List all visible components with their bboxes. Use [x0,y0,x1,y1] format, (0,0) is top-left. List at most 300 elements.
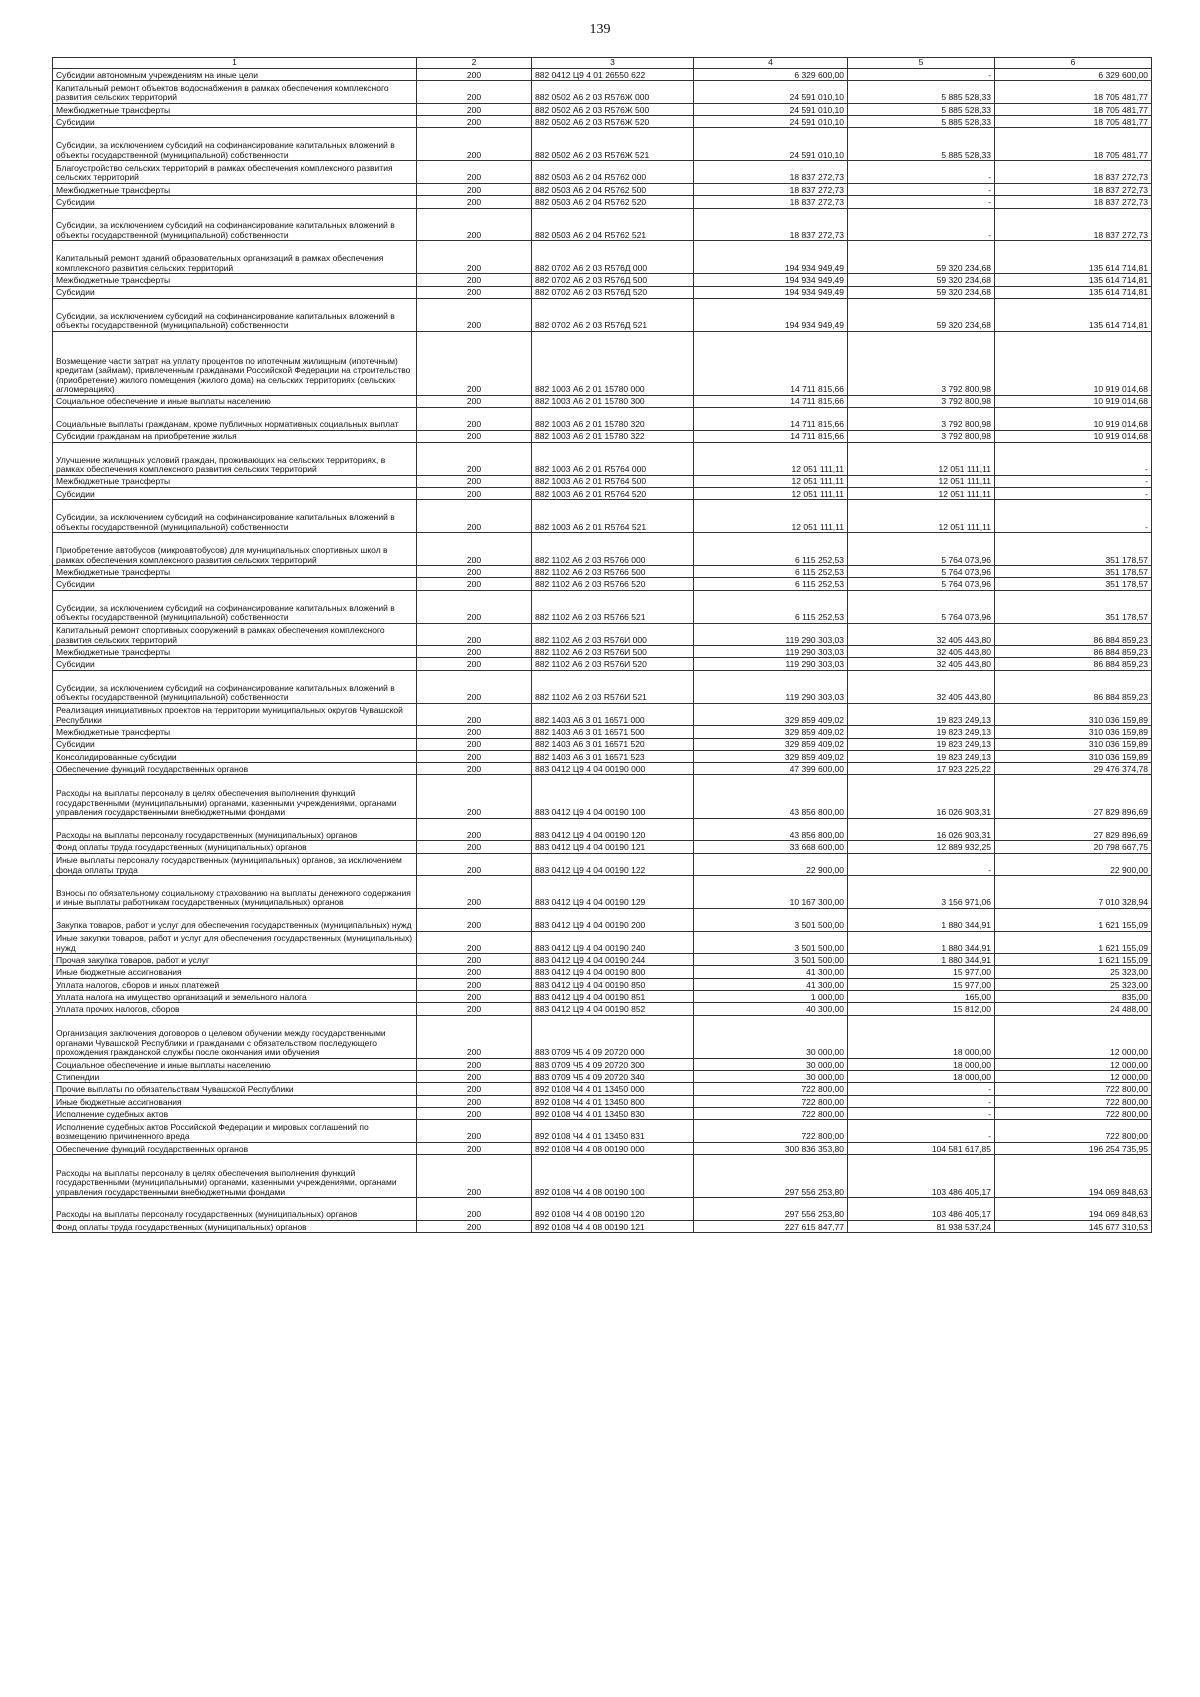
column-number-row [53,58,1152,69]
table-row [53,488,1152,500]
row-col-6: 722 800,00 [995,1083,1152,1095]
row-col-5: 1 880 344,91 [848,908,995,931]
row-code: 883 0412 Ц9 4 04 00190 120 [532,818,694,841]
row-col-5: 5 764 073,96 [848,578,995,590]
row-name: Субсидии, за исключением субсидий на софинансирование капитальных вложений в объекты государственной (муниципальной) собственности [53,298,417,331]
row-col-2: 200 [417,241,532,274]
row-col-2: 200 [417,442,532,475]
row-name: Обеспечение функций государственных органов [53,1142,417,1154]
row-col-5: 104 581 617,85 [848,1142,995,1154]
row-col-5: - [848,161,995,184]
row-col-5: 1 880 344,91 [848,931,995,954]
table-row [53,395,1152,407]
row-col-4: 24 591 010,10 [694,103,848,115]
row-col-4: 194 934 949,49 [694,274,848,286]
row-col-6: 7 010 328,94 [995,876,1152,909]
row-col-5: 103 486 405,17 [848,1155,995,1198]
row-col-5: 15 812,00 [848,1003,995,1015]
row-col-4: 6 115 252,53 [694,590,848,623]
row-code: 882 1403 А6 3 01 16571 520 [532,738,694,750]
table-row [53,1058,1152,1070]
row-code: 883 0412 Ц9 4 04 00190 244 [532,954,694,966]
table-row [53,876,1152,909]
table-row [53,818,1152,841]
row-col-2: 200 [417,103,532,115]
column-header-6: 6 [995,58,1152,69]
table-row [53,331,1152,395]
row-name: Капитальный ремонт объектов водоснабжения в рамках обеспечения комплексного развития сельских территорий [53,81,417,104]
row-col-6: 351 178,57 [995,566,1152,578]
row-col-6: 10 919 014,68 [995,331,1152,395]
row-col-5: 5 885 528,33 [848,103,995,115]
row-code: 883 0412 Ц9 4 04 00190 240 [532,931,694,954]
row-code: 883 0412 Ц9 4 04 00190 121 [532,841,694,853]
row-col-2: 200 [417,407,532,430]
row-col-5: 59 320 234,68 [848,286,995,298]
row-code: 882 1102 А6 2 03 R5766 521 [532,590,694,623]
table-row [53,978,1152,990]
row-col-6: 135 614 714,81 [995,298,1152,331]
row-col-2: 200 [417,81,532,104]
row-code: 882 1102 А6 2 03 R5766 000 [532,533,694,566]
row-col-6: - [995,475,1152,487]
row-col-4: 119 290 303,03 [694,658,848,670]
page-number: 139 [589,22,611,37]
row-col-6: 12 000,00 [995,1015,1152,1058]
row-code: 882 0502 А6 2 03 R576Ж 000 [532,81,694,104]
row-col-5: 1 880 344,91 [848,954,995,966]
row-col-4: 119 290 303,03 [694,670,848,703]
row-col-6: 351 178,57 [995,590,1152,623]
table-row [53,274,1152,286]
row-col-2: 200 [417,703,532,726]
row-name: Субсидии [53,738,417,750]
row-col-6: 24 488,00 [995,1003,1152,1015]
row-name: Межбюджетные трансферты [53,103,417,115]
row-col-5: 32 405 443,80 [848,658,995,670]
row-col-5: 5 885 528,33 [848,128,995,161]
row-col-4: 329 859 409,02 [694,738,848,750]
table-row [53,196,1152,208]
row-col-4: 297 556 253,80 [694,1198,848,1221]
row-col-4: 722 800,00 [694,1108,848,1120]
row-col-5: 32 405 443,80 [848,646,995,658]
row-name: Исполнение судебных актов Российской Федерации и мировых соглашений по возмещению причиненного вреда [53,1120,417,1143]
row-col-4: 10 167 300,00 [694,876,848,909]
row-col-4: 722 800,00 [694,1120,848,1143]
row-col-5: 17 923 225,22 [848,763,995,775]
row-col-4: 297 556 253,80 [694,1155,848,1198]
row-name: Социальные выплаты гражданам, кроме публичных нормативных социальных выплат [53,407,417,430]
row-name: Субсидии [53,196,417,208]
row-col-6: 18 705 481,77 [995,128,1152,161]
row-col-2: 200 [417,116,532,128]
row-col-5: 59 320 234,68 [848,241,995,274]
row-code: 883 0412 Ц9 4 04 00190 200 [532,908,694,931]
table-row [53,1155,1152,1198]
row-name: Межбюджетные трансферты [53,183,417,195]
table-row [53,578,1152,590]
row-col-5: - [848,1095,995,1107]
row-code: 892 0108 Ч4 4 01 13450 800 [532,1095,694,1107]
row-name: Субсидии автономным учреждениям на иные цели [53,69,417,81]
row-col-2: 200 [417,1142,532,1154]
row-code: 882 0503 А6 2 04 R5762 000 [532,161,694,184]
row-code: 883 0412 Ц9 4 04 00190 800 [532,966,694,978]
row-name: Субсидии [53,286,417,298]
table-row [53,775,1152,818]
row-col-6: 196 254 735,95 [995,1142,1152,1154]
row-col-5: 59 320 234,68 [848,274,995,286]
row-col-5: 3 792 800,98 [848,407,995,430]
row-col-4: 43 856 800,00 [694,818,848,841]
row-col-4: 6 329 600,00 [694,69,848,81]
row-col-6: 351 178,57 [995,533,1152,566]
table-row [53,1120,1152,1143]
row-col-2: 200 [417,69,532,81]
row-name: Прочая закупка товаров, работ и услуг [53,954,417,966]
row-col-4: 14 711 815,66 [694,430,848,442]
row-col-4: 41 300,00 [694,978,848,990]
row-col-4: 6 115 252,53 [694,533,848,566]
row-col-4: 14 711 815,66 [694,407,848,430]
table-row [53,991,1152,1003]
row-col-5: - [848,1108,995,1120]
row-col-6: 25 323,00 [995,966,1152,978]
row-name: Субсидии, за исключением субсидий на софинансирование капитальных вложений в объекты государственной (муниципальной) собственности [53,128,417,161]
row-col-6: 29 476 374,78 [995,763,1152,775]
row-col-2: 200 [417,1120,532,1143]
row-name: Фонд оплаты труда государственных (муниципальных) органов [53,841,417,853]
row-code: 883 0412 Ц9 4 04 00190 852 [532,1003,694,1015]
row-name: Субсидии, за исключением субсидий на софинансирование капитальных вложений в объекты государственной (муниципальной) собственности [53,500,417,533]
row-name: Исполнение судебных актов [53,1108,417,1120]
row-col-4: 30 000,00 [694,1071,848,1083]
row-col-6: 18 837 272,73 [995,196,1152,208]
table-row [53,670,1152,703]
row-col-4: 18 837 272,73 [694,183,848,195]
row-name: Приобретение автобусов (микроавтобусов) для муниципальных спортивных школ в рамках обеспечения комплексного развития сельских территорий [53,533,417,566]
row-code: 883 0709 Ч5 4 09 20720 000 [532,1015,694,1058]
row-col-6: 135 614 714,81 [995,274,1152,286]
column-header-5: 5 [848,58,995,69]
row-col-2: 200 [417,331,532,395]
table-row [53,1198,1152,1221]
row-name: Уплата прочих налогов, сборов [53,1003,417,1015]
row-col-6: 20 798 667,75 [995,841,1152,853]
row-col-5: 12 051 111,11 [848,500,995,533]
row-col-4: 30 000,00 [694,1058,848,1070]
row-name: Обеспечение функций государственных органов [53,763,417,775]
row-name: Субсидии, за исключением субсидий на софинансирование капитальных вложений в объекты государственной (муниципальной) собственности [53,590,417,623]
table-row [53,1095,1152,1107]
row-col-2: 200 [417,1221,532,1233]
row-col-5: 12 889 932,25 [848,841,995,853]
table-row [53,966,1152,978]
table-row [53,475,1152,487]
row-col-6: 25 323,00 [995,978,1152,990]
row-col-2: 200 [417,853,532,876]
table-row [53,241,1152,274]
row-code: 882 0702 А6 2 03 R576Д 000 [532,241,694,274]
table-row [53,908,1152,931]
row-col-6: 18 705 481,77 [995,116,1152,128]
row-col-2: 200 [417,670,532,703]
row-col-2: 200 [417,1015,532,1058]
row-col-4: 18 837 272,73 [694,161,848,184]
row-name: Межбюджетные трансферты [53,475,417,487]
row-col-6: 27 829 896,69 [995,775,1152,818]
row-col-6: 18 705 481,77 [995,103,1152,115]
row-col-2: 200 [417,775,532,818]
row-col-2: 200 [417,590,532,623]
row-col-5: 16 026 903,31 [848,818,995,841]
row-col-2: 200 [417,1155,532,1198]
row-col-5: 103 486 405,17 [848,1198,995,1221]
row-col-2: 200 [417,966,532,978]
row-col-2: 200 [417,274,532,286]
row-col-4: 227 615 847,77 [694,1221,848,1233]
row-name: Расходы на выплаты персоналу в целях обеспечения выполнения функций государственными (муниципальными) органами, казенными учреждениями, органами управления государственными внебюджетными фондами [53,1155,417,1198]
row-col-6: 722 800,00 [995,1095,1152,1107]
row-col-6: 310 036 159,89 [995,703,1152,726]
row-col-2: 200 [417,763,532,775]
row-col-5: - [848,183,995,195]
row-col-5: 59 320 234,68 [848,298,995,331]
row-col-6: 18 705 481,77 [995,81,1152,104]
row-col-4: 24 591 010,10 [694,81,848,104]
row-col-2: 200 [417,1003,532,1015]
row-col-6: 18 837 272,73 [995,161,1152,184]
row-code: 882 1102 А6 2 03 R576И 520 [532,658,694,670]
row-col-4: 24 591 010,10 [694,116,848,128]
row-name: Расходы на выплаты персоналу государственных (муниципальных) органов [53,818,417,841]
row-col-2: 200 [417,931,532,954]
row-code: 892 0108 Ч4 4 08 00190 100 [532,1155,694,1198]
row-col-2: 200 [417,1071,532,1083]
row-code: 883 0412 Ц9 4 04 00190 100 [532,775,694,818]
row-code: 883 0709 Ч5 4 09 20720 300 [532,1058,694,1070]
table-row [53,703,1152,726]
row-name: Уплата налогов, сборов и иных платежей [53,978,417,990]
row-code: 882 1102 А6 2 03 R576И 521 [532,670,694,703]
row-col-5: 3 792 800,98 [848,395,995,407]
row-col-2: 200 [417,658,532,670]
table-row [53,69,1152,81]
table-row [53,533,1152,566]
row-col-5: - [848,1120,995,1143]
row-col-5: 19 823 249,13 [848,703,995,726]
row-name: Расходы на выплаты персоналу в целях обеспечения выполнения функций государственными (муниципальными) органами, казенными учреждениями, органами управления государственными внебюджетными фондами [53,775,417,818]
row-code: 892 0108 Ч4 4 01 13450 000 [532,1083,694,1095]
row-code: 882 0503 А6 2 04 R5762 500 [532,183,694,195]
row-col-6: 86 884 859,23 [995,646,1152,658]
table-row [53,646,1152,658]
row-col-2: 200 [417,623,532,646]
table-row [53,750,1152,762]
row-col-2: 200 [417,954,532,966]
row-col-5: 165,00 [848,991,995,1003]
row-col-6: 18 837 272,73 [995,183,1152,195]
row-col-4: 329 859 409,02 [694,750,848,762]
row-col-6: 310 036 159,89 [995,726,1152,738]
row-code: 883 0412 Ц9 4 04 00190 851 [532,991,694,1003]
row-col-5: - [848,69,995,81]
row-code: 883 0709 Ч5 4 09 20720 340 [532,1071,694,1083]
row-col-5: 19 823 249,13 [848,738,995,750]
row-col-5: 12 051 111,11 [848,442,995,475]
row-col-5: - [848,853,995,876]
row-col-4: 194 934 949,49 [694,286,848,298]
row-col-4: 14 711 815,66 [694,395,848,407]
row-col-5: 5 885 528,33 [848,81,995,104]
row-col-4: 24 591 010,10 [694,128,848,161]
row-code: 882 1003 А6 2 01 15780 300 [532,395,694,407]
row-code: 882 0502 А6 2 03 R576Ж 521 [532,128,694,161]
row-code: 882 1003 А6 2 01 R5764 000 [532,442,694,475]
row-col-4: 1 000,00 [694,991,848,1003]
row-col-2: 200 [417,286,532,298]
row-col-6: 86 884 859,23 [995,623,1152,646]
row-code: 892 0108 Ч4 4 01 13450 830 [532,1108,694,1120]
row-code: 892 0108 Ч4 4 01 13450 831 [532,1120,694,1143]
row-code: 892 0108 Ч4 4 08 00190 000 [532,1142,694,1154]
row-col-2: 200 [417,726,532,738]
row-col-4: 3 501 500,00 [694,954,848,966]
row-code: 883 0412 Ц9 4 04 00190 122 [532,853,694,876]
row-col-2: 200 [417,908,532,931]
row-col-4: 40 300,00 [694,1003,848,1015]
row-col-2: 200 [417,876,532,909]
row-col-4: 43 856 800,00 [694,775,848,818]
row-col-2: 200 [417,161,532,184]
row-code: 882 1102 А6 2 03 R5766 500 [532,566,694,578]
row-col-5: 32 405 443,80 [848,670,995,703]
row-col-4: 18 837 272,73 [694,196,848,208]
row-name: Уплата налога на имущество организаций и земельного налога [53,991,417,1003]
row-col-2: 200 [417,395,532,407]
column-header-1: 1 [53,58,417,69]
row-code: 882 0702 А6 2 03 R576Д 521 [532,298,694,331]
row-col-4: 18 837 272,73 [694,208,848,241]
column-header-2: 2 [417,58,532,69]
row-col-5: 15 977,00 [848,978,995,990]
row-col-5: 15 977,00 [848,966,995,978]
row-col-2: 200 [417,818,532,841]
row-col-4: 194 934 949,49 [694,241,848,274]
row-name: Социальное обеспечение и иные выплаты населению [53,1058,417,1070]
row-col-4: 3 501 500,00 [694,908,848,931]
table-row [53,1015,1152,1058]
row-name: Межбюджетные трансферты [53,726,417,738]
row-name: Капитальный ремонт спортивных сооружений в рамках обеспечения комплексного развития сельских территорий [53,623,417,646]
row-col-2: 200 [417,1058,532,1070]
row-col-6: 722 800,00 [995,1120,1152,1143]
row-code: 883 0412 Ц9 4 04 00190 000 [532,763,694,775]
row-col-6: 722 800,00 [995,1108,1152,1120]
table-row [53,738,1152,750]
table-row [53,1003,1152,1015]
row-col-4: 6 115 252,53 [694,566,848,578]
table-row [53,430,1152,442]
row-col-6: 18 837 272,73 [995,208,1152,241]
row-col-4: 722 800,00 [694,1095,848,1107]
table-row [53,1071,1152,1083]
row-col-2: 200 [417,1083,532,1095]
row-col-5: - [848,196,995,208]
row-col-2: 200 [417,298,532,331]
row-col-4: 12 051 111,11 [694,500,848,533]
row-col-6: 10 919 014,68 [995,430,1152,442]
row-col-2: 200 [417,500,532,533]
row-col-4: 12 051 111,11 [694,488,848,500]
table-row [53,103,1152,115]
row-code: 882 1003 А6 2 01 15780 322 [532,430,694,442]
row-name: Иные бюджетные ассигнования [53,966,417,978]
row-name: Иные бюджетные ассигнования [53,1095,417,1107]
row-code: 882 1003 А6 2 01 R5764 521 [532,500,694,533]
row-code: 882 1102 А6 2 03 R5766 520 [532,578,694,590]
row-name: Субсидии [53,578,417,590]
row-name: Реализация инициативных проектов на территории муниципальных округов Чувашской Республики [53,703,417,726]
table-row [53,286,1152,298]
row-code: 882 0503 А6 2 04 R5762 521 [532,208,694,241]
row-col-6: 194 069 848,63 [995,1155,1152,1198]
row-name: Субсидии [53,488,417,500]
row-code: 882 0503 А6 2 04 R5762 520 [532,196,694,208]
table-row [53,726,1152,738]
row-name: Субсидии [53,658,417,670]
table-row [53,1142,1152,1154]
row-col-2: 200 [417,646,532,658]
row-col-2: 200 [417,1108,532,1120]
row-col-4: 12 051 111,11 [694,475,848,487]
row-code: 882 1102 А6 2 03 R576И 000 [532,623,694,646]
row-col-2: 200 [417,991,532,1003]
row-col-2: 200 [417,750,532,762]
row-col-2: 200 [417,488,532,500]
table-row [53,590,1152,623]
table-row [53,407,1152,430]
row-col-2: 200 [417,841,532,853]
row-col-6: 835,00 [995,991,1152,1003]
row-col-2: 200 [417,566,532,578]
budget-execution-table [52,57,1152,1233]
row-col-2: 200 [417,475,532,487]
row-col-5: 18 000,00 [848,1015,995,1058]
row-code: 882 0412 Ц9 4 01 26550 622 [532,69,694,81]
row-col-6: 10 919 014,68 [995,395,1152,407]
row-name: Субсидии, за исключением субсидий на софинансирование капитальных вложений в объекты государственной (муниципальной) собственности [53,208,417,241]
row-col-5: 3 156 971,06 [848,876,995,909]
row-col-4: 33 668 600,00 [694,841,848,853]
row-col-6: 86 884 859,23 [995,670,1152,703]
table-row [53,954,1152,966]
row-code: 882 1003 А6 2 01 R5764 520 [532,488,694,500]
row-col-5: 3 792 800,98 [848,430,995,442]
row-code: 883 0412 Ц9 4 04 00190 129 [532,876,694,909]
row-col-2: 200 [417,578,532,590]
table-row [53,298,1152,331]
row-col-2: 200 [417,183,532,195]
row-col-4: 119 290 303,03 [694,623,848,646]
row-col-4: 329 859 409,02 [694,703,848,726]
row-col-4: 722 800,00 [694,1083,848,1095]
row-name: Фонд оплаты труда государственных (муниципальных) органов [53,1221,417,1233]
row-col-5: 19 823 249,13 [848,750,995,762]
row-code: 882 1003 А6 2 01 15780 320 [532,407,694,430]
table-row [53,1108,1152,1120]
